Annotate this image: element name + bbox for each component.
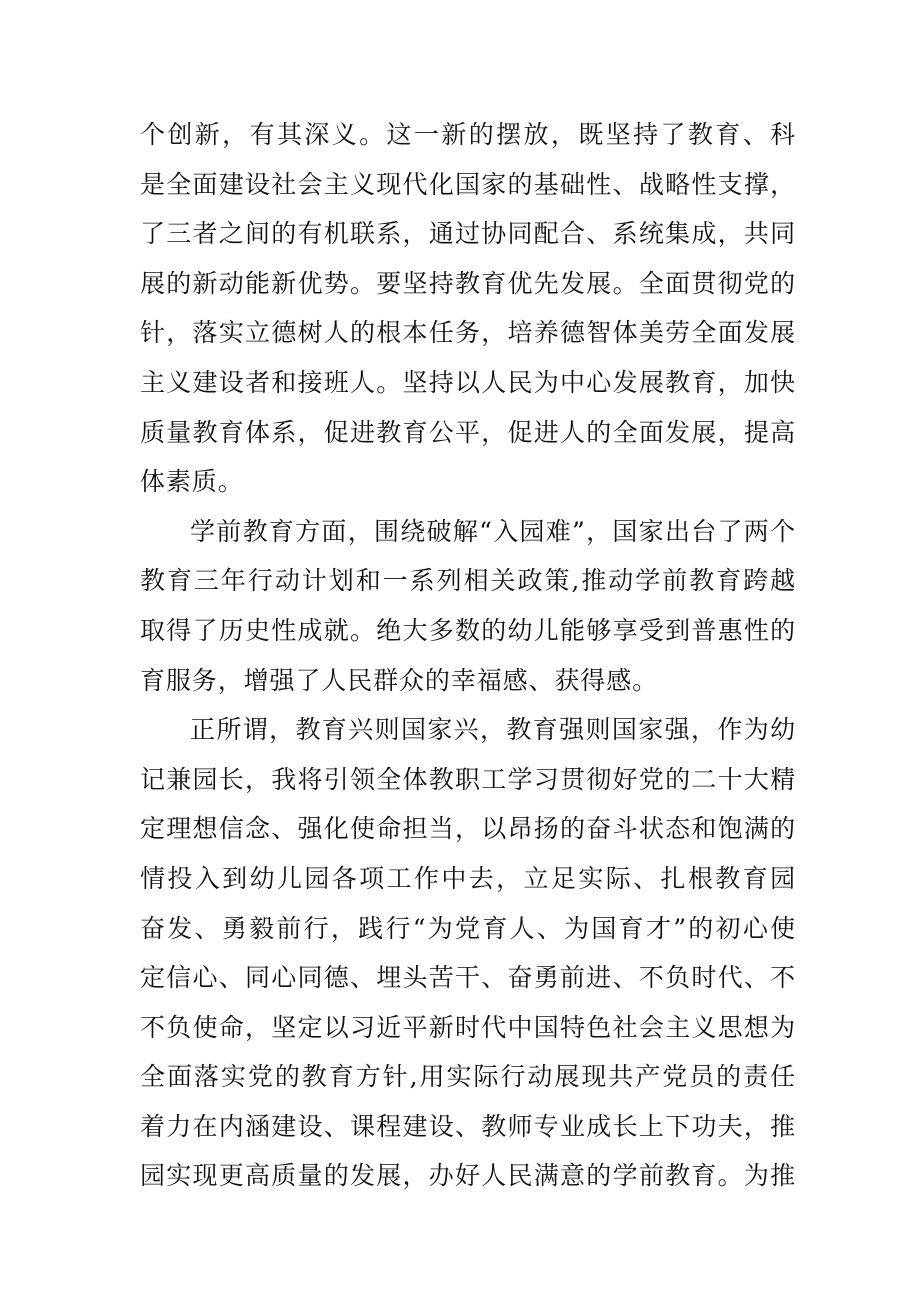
text-line: 奋发、勇毅前行，践行“为党育人、为国育才”的初心使 [140,913,796,943]
text-line: 育服务，增强了人民群众的幸福感、获得感。 [140,665,659,695]
text-line: 全面落实党的教育方针,用实际行动展现共产党员的责任 [140,1062,796,1092]
text-line: 了三者之间的有机联系，通过协同配合、系统集成，共同 [140,219,796,249]
text-line: 个创新，有其深义。这一新的摆放，既坚持了教育、科 [140,120,796,149]
text-line: 正所谓，教育兴则国家兴，教育强则国家强，作为幼 [190,715,796,745]
text-line: 体素质。 [140,467,244,497]
text-line: 情投入到幼儿园各项工作中去，立足实际、扎根教育园 [140,863,796,893]
text-line: 主义建设者和接班人。坚持以人民为中心发展教育，加快 [140,367,796,397]
text-line: 定信心、同心同德、埋头苦干、奋勇前进、不负时代、不 [140,963,796,993]
paragraph-preschool-education [140,507,796,705]
paragraph-education-science-talent [140,110,796,507]
text-line: 取得了历史性成就。绝大多数的幼儿能够享受到普惠性的 [140,615,796,645]
text-line: 教育三年行动计划和一系列相关政策,推动学前教育跨越 [140,566,796,596]
text-line: 定理想信念、强化使命担当，以昂扬的奋斗状态和饱满的 [140,814,796,844]
text-line: 学前教育方面，围绕破解“入园难”，国家出台了两个 [190,516,796,546]
text-line: 质量教育体系，促进教育公平，促进人的全面发展，提高 [140,417,796,447]
text-line: 园实现更高质量的发展，办好人民满意的学前教育。为推 [140,1161,796,1191]
text-line: 不负使命，坚定以习近平新时代中国特色社会主义思想为 [140,1012,796,1042]
text-line: 针，落实立德树人的根本任务，培养德智体美劳全面发展 [140,318,796,348]
text-line: 展的新动能新优势。要坚持教育优先发展。全面贯彻党的 [140,268,796,298]
text-line: 着力在内涵建设、课程建设、教师专业成长上下功夫，推 [140,1111,796,1141]
document-body [140,110,796,1201]
text-line: 记兼园长，我将引领全体教职工学习贯彻好党的二十大精 [140,764,796,794]
paragraph-kindergarten-commitment [140,705,796,1201]
text-line: 是全面建设社会主义现代化国家的基础性、战略性支撑， [140,169,796,199]
